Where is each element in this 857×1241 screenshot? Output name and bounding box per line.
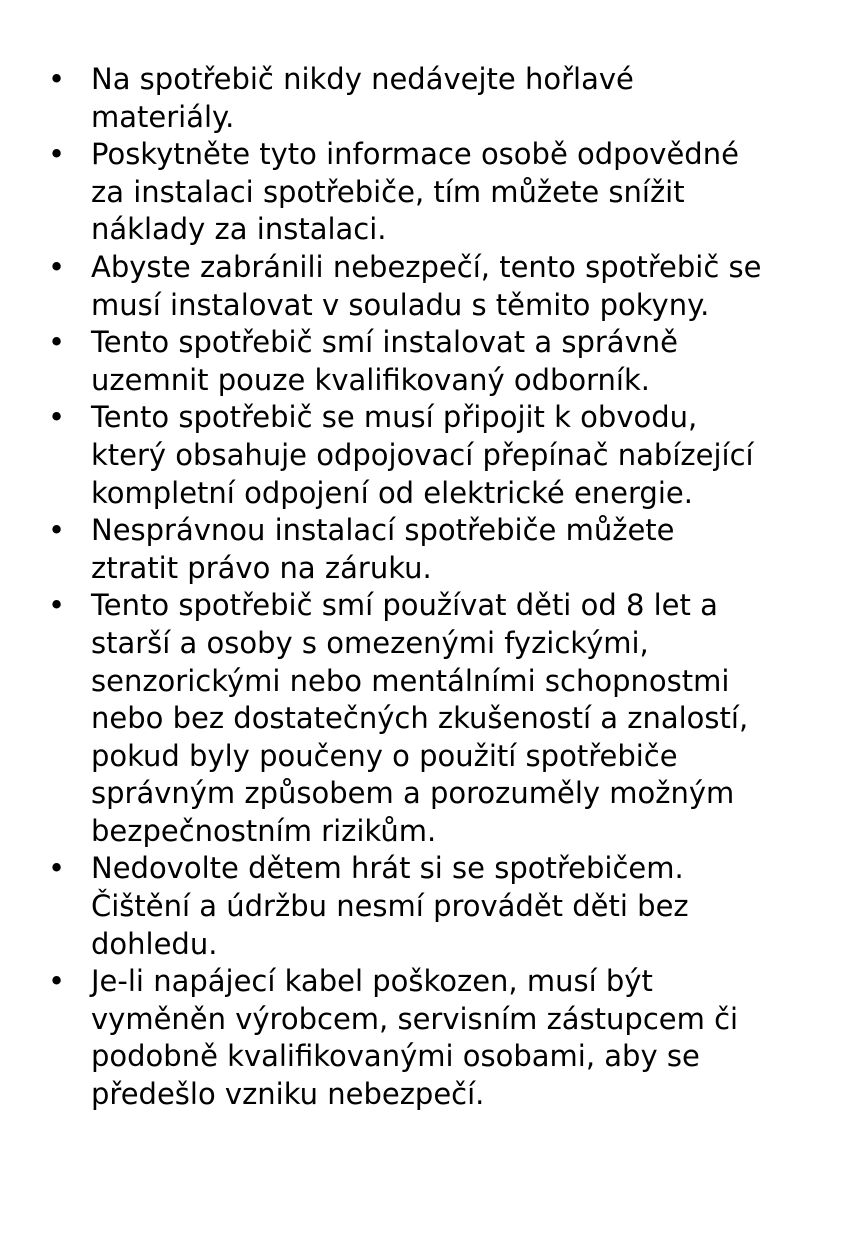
safety-item-text-line: správným způsobem a porozuměly možným — [91, 776, 735, 811]
safety-item-text-line: starší a osoby s omezenými fyzickými, — [91, 625, 649, 660]
safety-item-text-line: Poskytněte tyto informace osobě odpovědné — [91, 137, 739, 172]
safety-item-text-line: Tento spotřebič se musí připojit k obvodu, — [91, 400, 698, 435]
safety-item-text-line: vyměněn výrobcem, servisním zástupcem či — [91, 1001, 739, 1036]
safety-item — [42, 136, 822, 249]
safety-item-text-line: nebo bez dostatečných zkušeností a znalostí, — [91, 701, 749, 736]
safety-item-text-line: Abyste zabránili nebezpečí, tento spotřebič se — [91, 249, 762, 284]
safety-item-text-line: Na spotřebič nikdy nedávejte hořlavé — [91, 62, 634, 96]
safety-item-text-line: za instalaci spotřebiče, tím můžete snížit — [91, 174, 685, 209]
bullet-icon: • — [48, 964, 66, 999]
safety-item — [42, 61, 822, 136]
safety-item-text-line: podobně kvalifikovanými osobami, aby se — [91, 1039, 700, 1074]
safety-item — [42, 963, 822, 1113]
safety-item-text-line: musí instalovat v souladu s těmito pokyny. — [91, 287, 710, 322]
safety-item-text-line: náklady za instalaci. — [91, 212, 387, 247]
safety-item-text-line: předešlo vzniku nebezpečí. — [91, 1077, 485, 1112]
bullet-icon: • — [48, 400, 66, 435]
safety-item-text-line: Nesprávnou instalací spotřebiče můžete — [91, 513, 675, 548]
safety-item — [42, 850, 822, 963]
bullet-icon: • — [48, 513, 66, 548]
safety-item-text-line: Je-li napájecí kabel poškozen, musí být — [91, 964, 653, 999]
safety-item-text-line: kompletní odpojení od elektrické energie. — [91, 475, 693, 510]
safety-item-text-line: ztratit právo na záruku. — [91, 550, 432, 585]
safety-item — [42, 324, 822, 399]
safety-item-text-line: bezpečnostním rizikům. — [91, 813, 437, 848]
safety-item-text-line: dohledu. — [91, 926, 218, 961]
bullet-icon: • — [48, 137, 66, 172]
safety-item — [42, 512, 822, 587]
safety-item-text-line: materiály. — [91, 99, 235, 134]
safety-item-text-line: Tento spotřebič smí používat děti od 8 let a — [91, 588, 718, 623]
bullet-icon: • — [48, 325, 66, 360]
safety-item-text-line: uzemnit pouze kvalifikovaný odborník. — [91, 362, 651, 397]
safety-instructions-list — [42, 61, 822, 1114]
safety-item — [42, 399, 822, 512]
bullet-icon: • — [48, 851, 66, 886]
safety-item — [42, 587, 822, 850]
safety-item — [42, 249, 822, 324]
safety-item-text-line: pokud byly poučeny o použití spotřebiče — [91, 738, 678, 773]
bullet-icon: • — [48, 588, 66, 623]
bullet-icon: • — [48, 249, 66, 284]
safety-item-text-line: Nedovolte dětem hrát si se spotřebičem. — [91, 851, 684, 886]
safety-item-text-line: senzorickými nebo mentálními schopnostmi — [91, 663, 730, 698]
safety-item-text-line: Čištění a údržbu nesmí provádět děti bez — [91, 889, 689, 924]
safety-item-text-line: Tento spotřebič smí instalovat a správně — [91, 325, 678, 360]
safety-item-text-line: který obsahuje odpojovací přepínač nabízející — [91, 437, 754, 472]
bullet-icon: • — [48, 62, 66, 96]
